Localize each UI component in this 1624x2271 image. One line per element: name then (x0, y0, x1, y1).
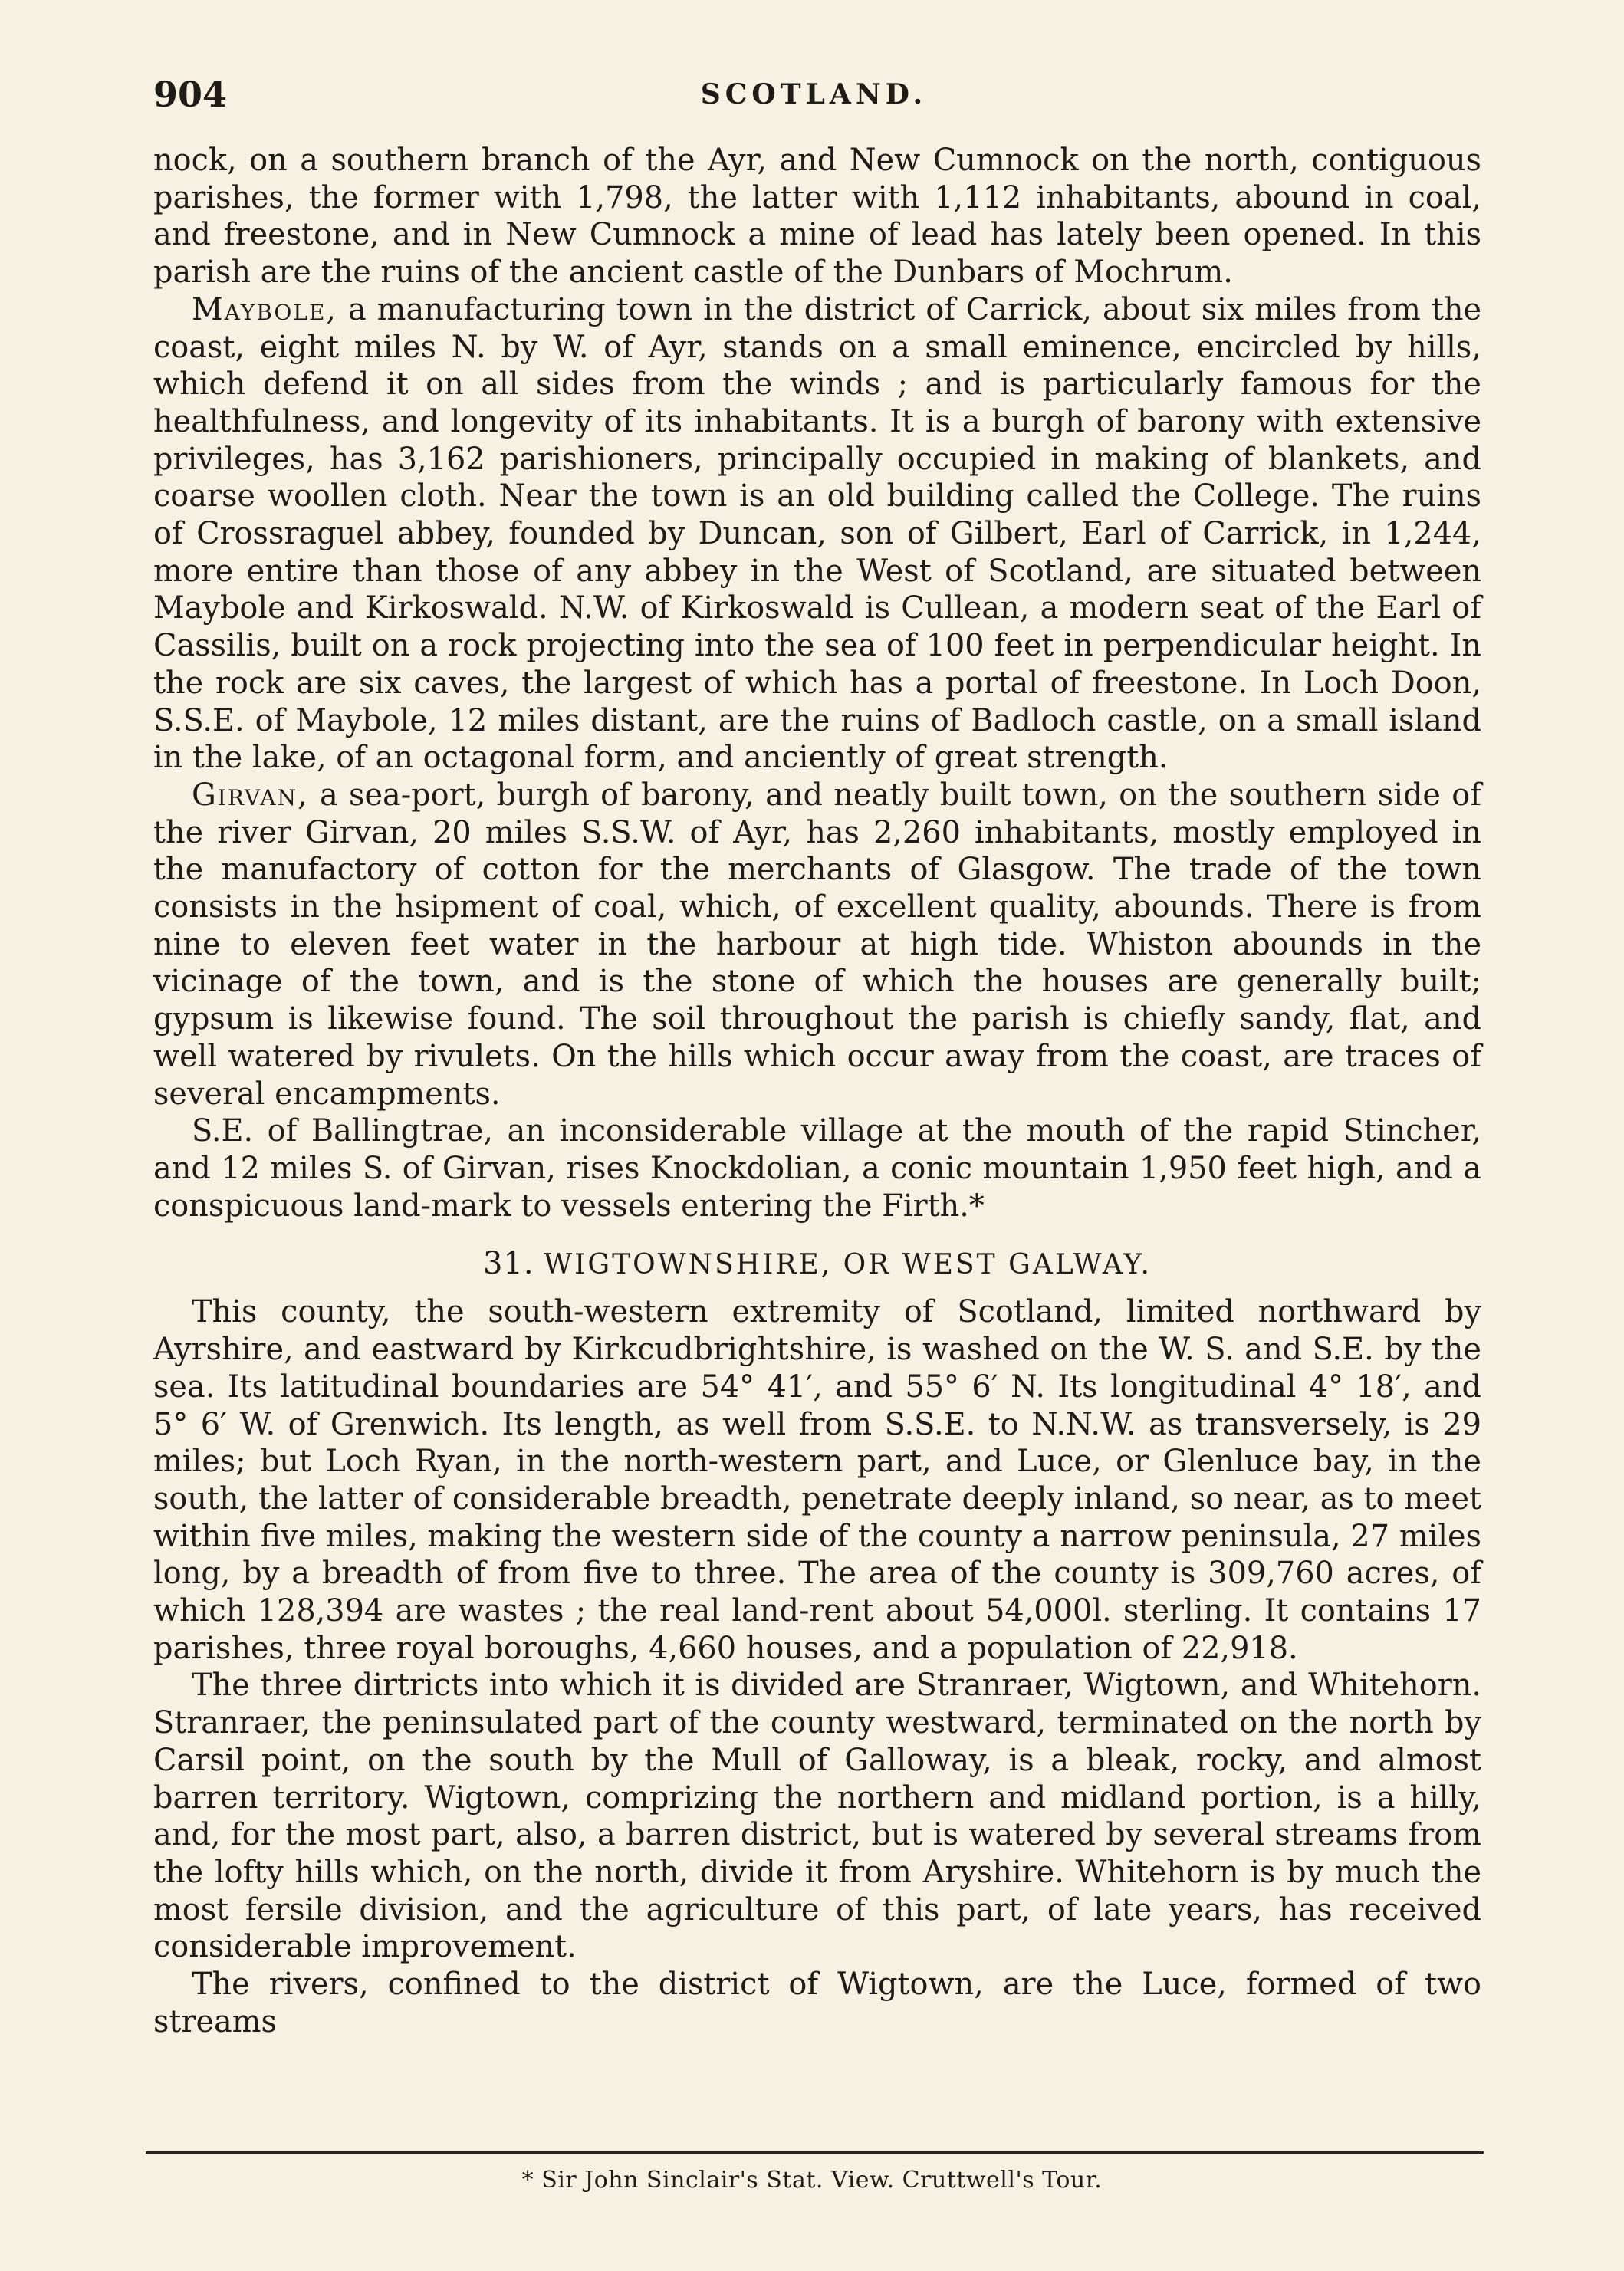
footnote-divider (146, 2151, 1484, 2154)
paragraph-text: a manufacturing town in the district of Carrick, about six miles from the coast, eight miles N. by W. of Ayr, stands on a small eminence, encircled by hills, which defend it on all sides from the winds ; and is particularly famous for the healthfulness, and longevity of its inhabitants. It is a burgh of barony with extensive privileges, has 3,162 parishioners, principally occupied in making of blankets, and coarse woollen cloth. Near the town is an old building called the College. The ruins of Crossraguel abbey, founded by Duncan, son of Gilbert, Earl of Carrick, in 1,244, more entire than those of any abbey in the West of Scotland, are situated between Maybole and Kirkoswald. N.W. of Kirkoswald is Cullean, a modern seat of the Earl of Cassilis, built on a rock projecting into the sea of 100 feet in perpendicular height. In the rock are six caves, the largest of which has a portal of freestone. In Loch Doon, S.S.E. of Maybole, 12 miles distant, are the ruins of Badloch castle, on a small island in the lake, of an octagonal form, and anciently of great strength. (153, 291, 1481, 776)
paragraph-girvan (153, 777, 1481, 1112)
place-name-maybole: Maybole, (192, 291, 338, 327)
paragraph-text: nock, on a southern branch of the Ayr, and New Cumnock on the north, contiguous parishes, the former with 1,798, the latter with 1,112 inhabitants, abound in coal, and freestone, and in New Cumnock a mine of lead has lately been opened. In this parish are the ruins of the ancient castle of the Dunbars of Mochrum. (153, 143, 1481, 291)
paragraph-ballingtrae (153, 1112, 1481, 1224)
section-heading (153, 1246, 1481, 1281)
paragraph-text: The rivers, confined to the district of Wigtown, are the Luce, formed of two streams (153, 1967, 1481, 2039)
place-name-girvan: Girvan, (192, 777, 309, 813)
section-number: 31. (483, 1246, 534, 1282)
paragraph-wigtownshire-intro (153, 1293, 1481, 1667)
paragraph-cumnock (153, 142, 1481, 291)
footnote: * Sir John Sinclair's Stat. View. Cruttwell's Tour. (521, 2167, 1103, 2194)
paragraph-text: The three dirtricts into which it is divided are Stranraer, Wigtown, and Whitehorn. Stranraer, the peninsulated part of the county westward, terminated on the north by Carsil point, on the south by the Mull of Galloway, is a bleak, rocky, and almost barren territory. Wigtown, comprizing the northern and midland portion, is a hilly, and, for the most part, also, a barren district, but is watered by several streams from the lofty hills which, on the north, divide it from Aryshire. Whitehorn is by much the most fersile division, and the agriculture of this part, of late years, has received considerable improvement. (153, 1668, 1481, 1965)
paragraph-text: a sea-port, burgh of barony, and neatly built town, on the southern side of the river Girvan, 20 miles S.S.W. of Ayr, has 2,260 inhabitants, mostly employed in the manufactory of cotton for the merchants of Glasgow. The trade of the town consists in the hsipment of coal, which, of excellent quality, abounds. There is from nine to eleven feet water in the harbour at high tide. Whiston abounds in the vicinage of the town, and is the stone of which the houses are generally built; gypsum is likewise found. The soil throughout the parish is chiefly sandy, flat, and well watered by rivulets. On the hills which occur away from the coast, are traces of several encampments. (153, 777, 1481, 1112)
paragraph-text: This county, the south-western extremity of Scotland, limited northward by Ayrshire, and eastward by Kirkcudbrightshire, is washed on the W. S. and S.E. by the sea. Its latitudinal boundaries are 54° 41′, and 55° 6′ N. Its longitudinal 4° 18′, and 5° 6′ W. of Grenwich. Its length, as well from S.S.E. to N.N.W. as transversely, is 29 miles; but Loch Ryan, in the north-western part, and Luce, or Glenluce bay, in the south, the latter of considerable breadth, penetrate deeply inland, so near, as to meet within five miles, making the western side of the county a narrow peninsula, 27 miles long, by a breadth of from five to three. The area of the county is 309,760 acres, of which 128,394 are wastes ; the real land-rent about 54,000l. sterling. It contains 17 parishes, three royal boroughs, 4,660 houses, and a population of 22,918. (153, 1294, 1481, 1666)
page-number: 904 (153, 74, 228, 115)
paragraph-rivers (153, 1966, 1481, 2040)
body-text (153, 142, 1481, 2040)
section-title: WIGTOWNSHIRE, OR WEST GALWAY. (544, 1249, 1152, 1281)
paragraph-text: S.E. of Ballingtrae, an inconsiderable village at the mouth of the rapid Stincher, and 12 miles S. of Girvan, rises Knockdolian, a conic mountain 1,950 feet high, and a conspicuous land-mark to vessels entering the Firth.* (153, 1113, 1481, 1224)
page-header (153, 74, 1474, 120)
paragraph-maybole (153, 291, 1481, 777)
running-head: SCOTLAND. (700, 78, 928, 110)
paragraph-districts (153, 1667, 1481, 1966)
